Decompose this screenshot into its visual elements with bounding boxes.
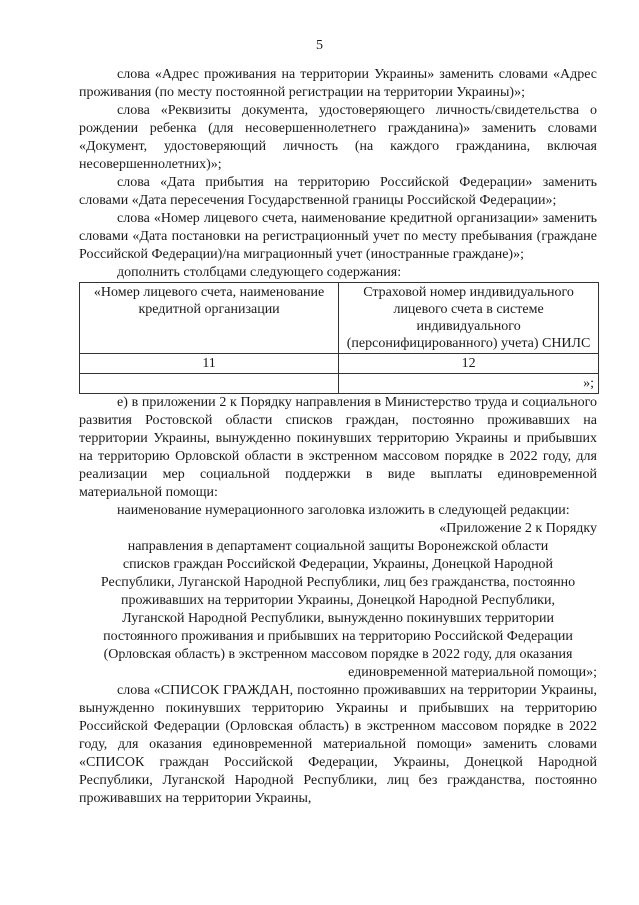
table-row [80, 354, 599, 374]
table-cell-num-right: 12 [339, 354, 599, 374]
paragraph: слова «СПИСОК ГРАЖДАН, постоянно проживавших на территории Украины, вынужденно покинувших территорию Украины и прибывших на территорию Российской Федерации (Орловская область) в экстренном массовом порядке в 2022 году, для оказания единовременной материальной помощи» заменить словами «СПИСОК граждан Российской Федерации, Украины, Донецкой Народной Республики, Луганской Народной Республики, лиц без гражданства, постоянно проживавших на территории Украины, [79, 683, 597, 806]
table-row [80, 283, 599, 354]
table-header-left: «Номер лицевого счета, наименование кредитной организации [80, 283, 339, 354]
appendix-line: направления в департамент социальной защиты Воронежской области [127, 539, 549, 554]
table-header-right: Страховой номер индивидуального лицевого счета в системе индивидуального (персонифицированного) учета) СНИЛС [339, 283, 599, 354]
table-cell-empty [80, 374, 339, 394]
paragraph: е) в приложении 2 к Порядку направления в Министерство труда и социального развития Ростовской области списков граждан, постоянно проживавших на территории Украины, вынужденно покинувших территорию Украины и прибывших на территорию Орловской области в экстренном массовом порядке в 2022 году, для реализации мер социальной поддержки в виде выплаты единовременной материальной помощи: [79, 395, 597, 500]
table-cell-closing: »; [339, 374, 599, 394]
document-body [79, 66, 597, 808]
appendix-line: Республики, Луганской Народной Республики, лиц без гражданства, постоянно [100, 575, 576, 590]
paragraph: слова «Дата прибытия на территорию Российской Федерации» заменить словами «Дата пересечения Государственной границы Российской Федерации»; [79, 175, 597, 208]
paragraph: слова «Адрес проживания на территории Украины» заменить словами «Адрес проживания (по месту постоянной регистрации на территории Украины)»; [79, 67, 597, 100]
appendix-caption [79, 538, 597, 682]
page-number: 5 [316, 38, 323, 53]
appendix-line: проживавших на территории Украины, Донецкой Народной Республики, [121, 593, 555, 608]
table-cell-num-left: 11 [80, 354, 339, 374]
table-row [80, 374, 599, 394]
appendix-line: (Орловская область) в экстренном массовом порядке в 2022 году, для оказания [103, 647, 573, 662]
paragraph: слова «Реквизиты документа, удостоверяющего личность/свидетельства о рождении ребенка (для несовершеннолетнего гражданина)» заменить словами «Документ, удостоверяющий личность (на каждого гражданина, включая несовершеннолетних)»; [79, 103, 597, 172]
appendix-line: постоянного проживания и прибывших на территорию Российской Федерации [103, 629, 573, 644]
appendix-line: Луганской Народной Республики, вынужденно покинувших территории [122, 611, 554, 626]
paragraph: слова «Номер лицевого счета, наименование кредитной организации» заменить словами «Дата постановки на регистрационный учет по месту пребывания (граждане Российской Федерации)/на миграционный учет (иностранные граждане)»; [79, 211, 597, 262]
appendix-title: «Приложение 2 к Порядку [439, 521, 597, 536]
paragraph: дополнить столбцами следующего содержания: [117, 265, 402, 280]
appendix-line: единовременной материальной помощи»; [348, 665, 597, 680]
paragraph: наименование нумерационного заголовка изложить в следующей редакции: [117, 503, 570, 518]
columns-table [79, 282, 599, 394]
appendix-line: списков граждан Российской Федерации, Украины, Донецкой Народной [122, 557, 554, 572]
